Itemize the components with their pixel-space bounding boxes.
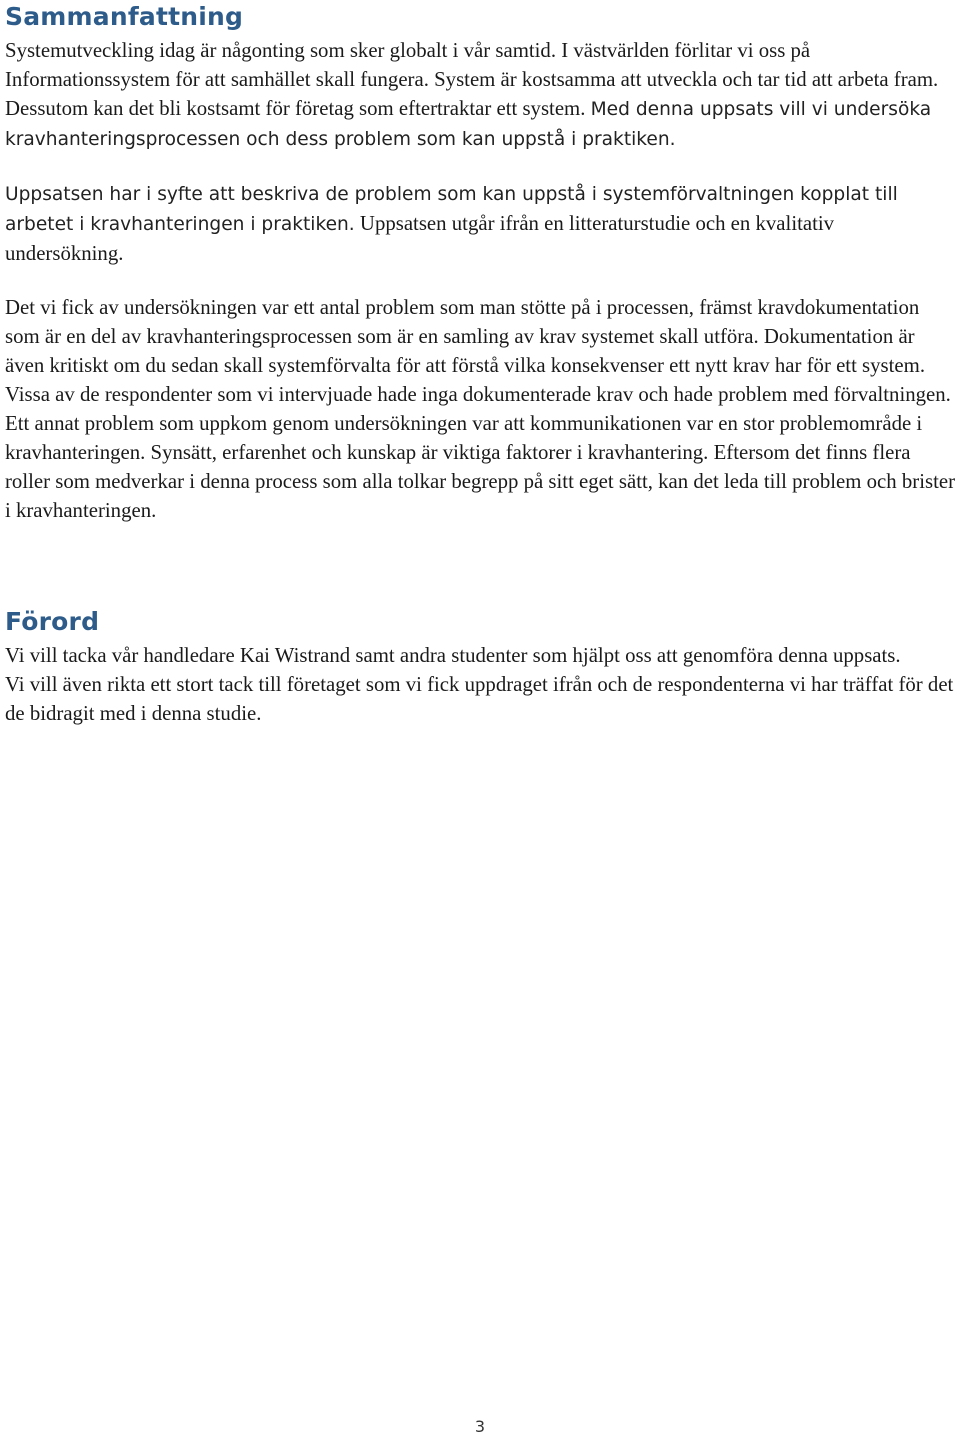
summary-paragraph-2-sans: Uppsatsen har i syfte att beskriva de problem som kan uppstå i systemförvaltningen kopplat till arbetet i kravhanteringen i praktiken. [5,184,898,235]
summary-paragraph-1 [5,36,957,154]
summary-paragraph-1-sans: Med denna uppsats vill vi undersöka kravhanteringsprocessen och dess problem som kan uppstå i praktiken. [5,99,932,150]
summary-paragraph-3: Det vi fick av undersökningen var ett antal problem som man stötte på i processen, främst kravdokumentation som är en del av kravhanteringsprocessen som är en samling av krav systemet skall utföra. Dokumentation är även kritiskt om du sedan skall systemförvalta för att förstå vilka konsekvenser ett nytt krav har för ett system. Vissa av de respondenter som vi intervjuade hade inga dokumenterade krav och hade problem med förvaltningen. Ett annat problem som uppkom genom undersökningen var att kommunikationen var en stor problemområde i kravhanteringen. Synsätt, erfarenhet och kunskap är viktiga faktorer i kravhantering. Eftersom det finns flera roller som medverkar i denna process som alla tolkar begrepp på sitt eget sätt, kan det leda till problem och brister i kravhanteringen. [5,296,956,522]
summary-heading: Sammanfattning [5,2,244,31]
paragraph-gap [5,268,957,293]
paragraph-gap [5,154,957,179]
document-page [5,0,957,728]
page-number: 3 [474,1417,486,1436]
summary-paragraph-2-serif: Uppsatsen utgår ifrån en litteraturstudie och en kvalitativ undersökning. [5,212,835,265]
preface-heading: Förord [5,607,100,636]
preface-paragraph-1: Vi vill tacka vår handledare Kai Wistrand samt andra studenter som hjälpt oss att genomföra denna uppsats. [5,644,901,667]
summary-paragraph-2 [5,179,957,268]
preface-paragraph-2: Vi vill även rikta ett stort tack till företaget som vi fick uppdraget ifrån och de respondenterna vi har träffat för det de bidragit med i denna studie. [5,673,954,725]
summary-paragraph-1-serif: Systemutveckling idag är någonting som sker globalt i vår samtid. I västvärlden förlitar vi oss på Informationssystem för att samhället skall fungera. System är kostsamma att utveckla och tar tid att arbeta fram. Dessutom kan det bli kostsamt för företag som eftertraktar ett system. [5,39,939,120]
